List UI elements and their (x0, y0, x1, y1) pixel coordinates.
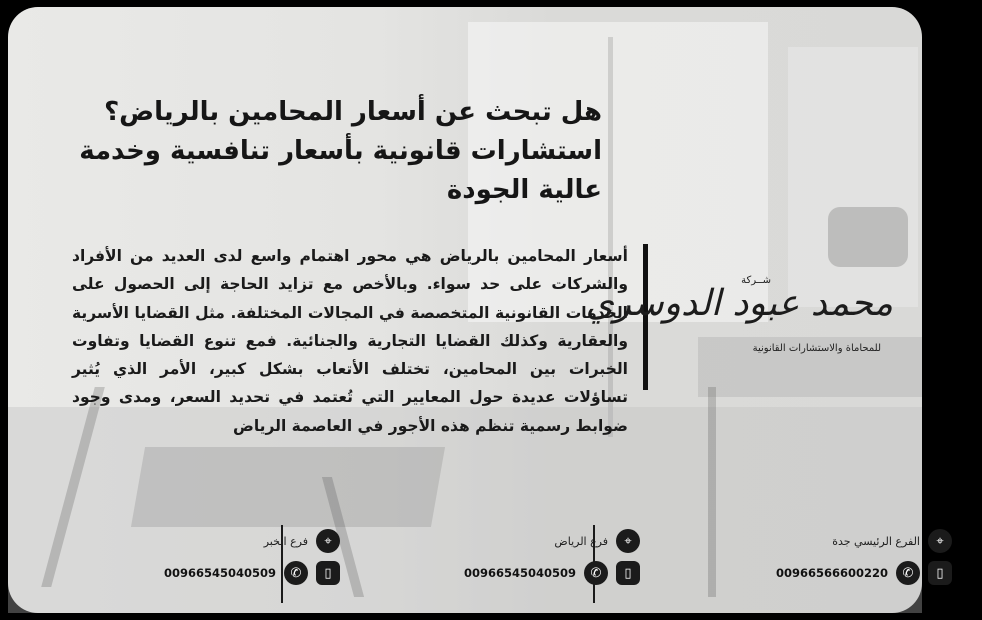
branch-jeddah (722, 517, 982, 613)
branch-phone[interactable]: 00966545040509 (463, 566, 576, 580)
banner-card (8, 7, 944, 613)
location-pin-icon: ⌖ (316, 529, 340, 553)
location-pin-icon: ⌖ (616, 529, 640, 553)
logo-name: محمد عبود الدوسري (585, 283, 893, 324)
whatsapp-icon[interactable]: ✆ (284, 561, 308, 585)
headline (62, 93, 602, 210)
headline-line-2: استشارات قانونية بأسعار تنافسية وخدمة (79, 136, 602, 166)
body-paragraph: أسعار المحامين بالرياض هي محور اهتمام واسع لدى العديد من الأفراد والشركات على حد سواء. وبالأخص مع تزايد الحاجة إلى الحصول على الخدمات القانونية المتخصصة في المجالات المختلفة. مثل القضايا الأسرية والعقارية وكذلك القضايا التجارية والجنائية. فمع تنوع القضايا وتفاوت الخبرات بين المحامين، تختلف الأتعاب بشكل كبير، الأمر الذي يُثير تساؤلات عديدة حول المعايير التي تُعتمد في تحديد السعر، ومدى وجود ضوابط رسمية تنظم هذه الأجور في العاصمة الرياض (72, 247, 628, 435)
headline-line-3: عالية الجودة (446, 175, 602, 205)
contact-bar (8, 517, 944, 613)
whatsapp-icon[interactable]: ✆ (584, 561, 608, 585)
logo-company-word: شــركة (741, 275, 771, 286)
branch-phone[interactable]: 00966545040509 (163, 566, 276, 580)
branch-label: فرع الرياض (554, 534, 608, 548)
mobile-phone-icon: ▯ (316, 561, 340, 585)
branch-label: الفرع الرئيسي جدة (832, 534, 920, 548)
whatsapp-icon[interactable]: ✆ (896, 561, 920, 585)
mobile-phone-icon: ▯ (616, 561, 640, 585)
branch-label: فرع الخبر (263, 534, 308, 548)
company-logo (585, 275, 901, 365)
location-pin-icon: ⌖ (928, 529, 952, 553)
branch-khobar (98, 517, 358, 613)
mobile-phone-icon: ▯ (928, 561, 952, 585)
headline-line-1: هل تبحث عن أسعار المحامين بالرياض؟ (104, 97, 602, 127)
branch-phone[interactable]: 00966566600220 (775, 566, 888, 580)
branch-riyadh (408, 517, 668, 613)
logo-subtitle: للمحاماة والاستشارات القانونية (752, 343, 881, 354)
